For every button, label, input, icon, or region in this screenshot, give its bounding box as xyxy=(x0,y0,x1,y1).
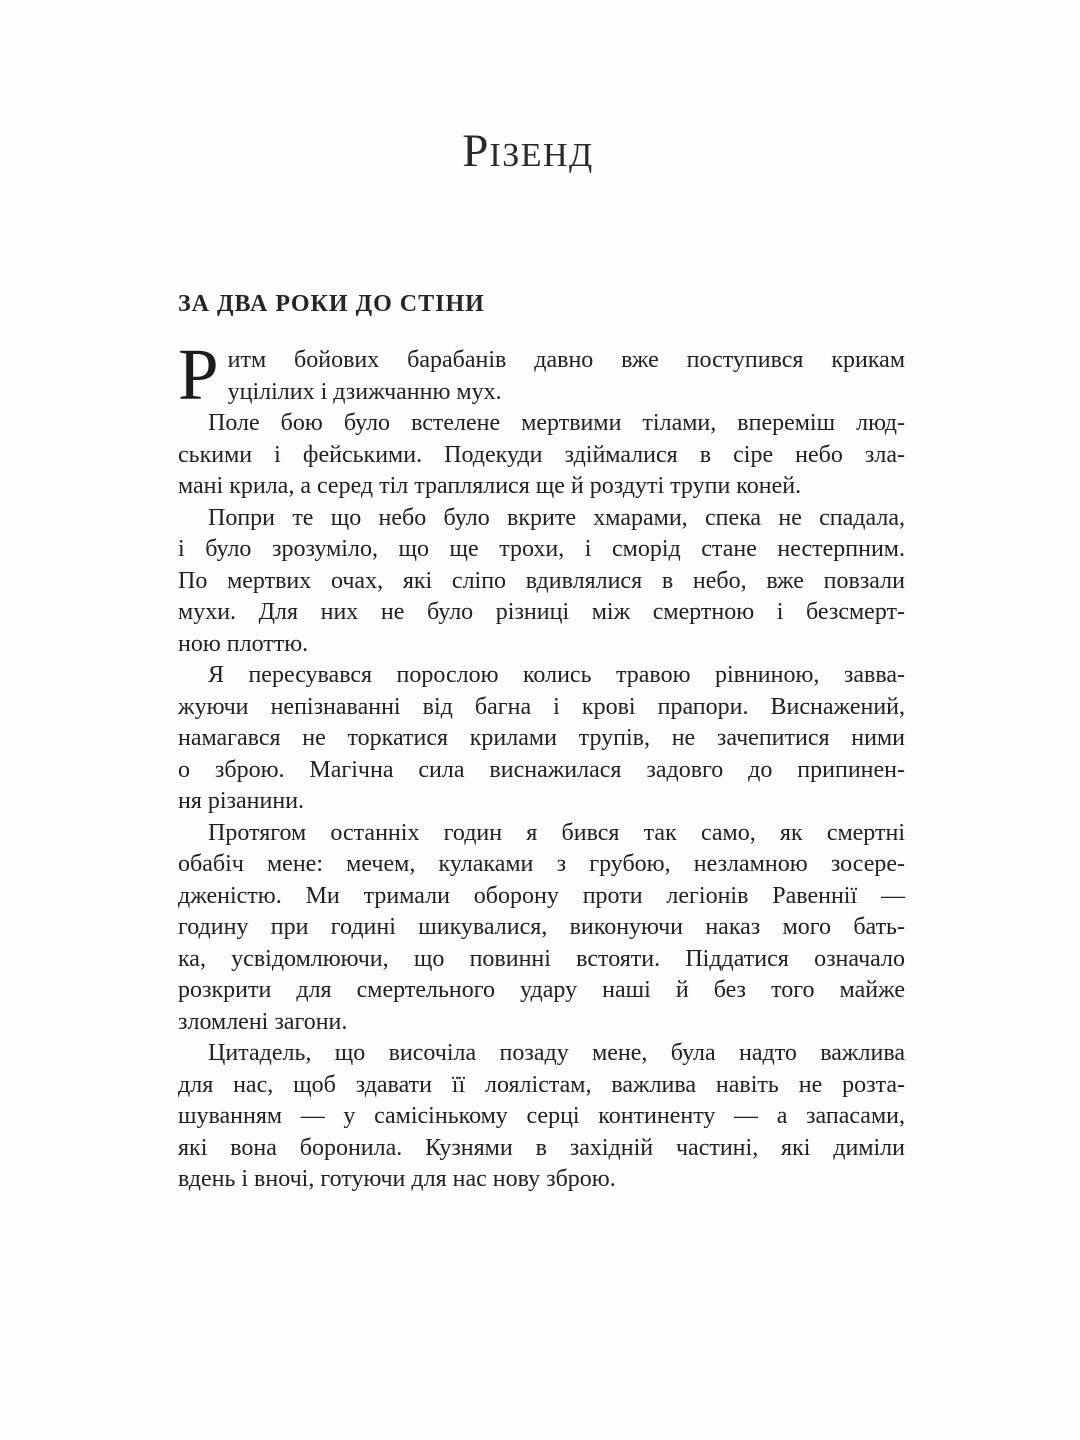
paragraph xyxy=(178,1038,905,1196)
body-text xyxy=(178,334,905,1196)
text-line: жуючи непізнаванні від багна і крові прапори. Виснажений, xyxy=(178,693,905,720)
text-line: ною плоттю. xyxy=(178,630,309,657)
text-line: годину при годині шикувалися, виконуючи наказ мого бать- xyxy=(178,914,905,940)
paragraph xyxy=(178,334,905,415)
paragraph xyxy=(178,503,905,661)
text-line: обабіч мене: мечем, кулаками з грубою, незламною зосере- xyxy=(178,851,905,877)
text-line: мухи. Для них не було різниці між смертною і безсмерт- xyxy=(178,599,905,625)
paragraph xyxy=(178,660,905,818)
text-line: Протягом останніх годин я бився так само, як смертні xyxy=(208,819,905,846)
text-line: По мертвих очах, які сліпо вдивлялися в небо, вже повзали xyxy=(178,567,905,594)
text-line: розкрити для смертельного удару наші й без того майже xyxy=(178,977,905,1003)
text-line: шуванням — у самісінькому серці континенту — а запасами, xyxy=(178,1103,905,1129)
text-line: о зброю. Магічна сила виснажилася задовго до припинен- xyxy=(178,756,905,783)
text-line: Я пересувався порослою колись травою рівниною, завва- xyxy=(208,662,905,688)
text-line: вдень і вночі, готуючи для нас нову зброю. xyxy=(178,1166,616,1192)
chapter-title xyxy=(178,124,878,178)
text-line: намагався не торкатися крилами трупів, не зачепитися ними xyxy=(178,725,905,751)
text-line: итм бойових барабанів давно вже поступився крикам xyxy=(227,347,905,373)
text-line: ськими і фейськими. Подекуди здіймалися в сіре небо зла- xyxy=(178,441,905,468)
paragraph xyxy=(178,818,905,1039)
text-line: ка, усвідомлюючи, що повинні встояти. Піддатися означало xyxy=(178,945,905,972)
text-line: зломлені загони. xyxy=(178,1008,348,1035)
chapter-title-rest: ІЗЕНД xyxy=(489,137,594,174)
text-line: мані крила, а серед тіл траплялися ще й роздуті трупи коней. xyxy=(178,473,802,499)
text-line: і було зрозуміло, що ще трохи, і сморід стане нестерпним. xyxy=(178,536,905,562)
text-line: для нас, щоб здавати її лоялістам, важлива навіть не розта- xyxy=(178,1071,905,1098)
text-line: дженістю. Ми тримали оборону проти легіонів Равеннії — xyxy=(178,882,905,909)
drop-cap: Р xyxy=(178,334,219,415)
chapter-title-initial: Р xyxy=(462,125,490,177)
text-line: Цитадель, що височіла позаду мене, була надто важлива xyxy=(208,1040,905,1066)
section-heading: ЗА ДВА РОКИ ДО СТІНИ xyxy=(178,291,485,317)
text-line: Попри те що небо було вкрите хмарами, спека не спадала, xyxy=(208,504,905,531)
text-line: Поле бою було встелене мертвими тілами, впереміш люд- xyxy=(208,410,905,436)
text-line: які вона боронила. Кузнями в західній частині, які диміли xyxy=(178,1134,905,1161)
paragraph xyxy=(178,408,905,503)
text-line: уцілілих і дзижчанню мух. xyxy=(227,378,502,405)
text-line: ня різанини. xyxy=(178,788,305,814)
